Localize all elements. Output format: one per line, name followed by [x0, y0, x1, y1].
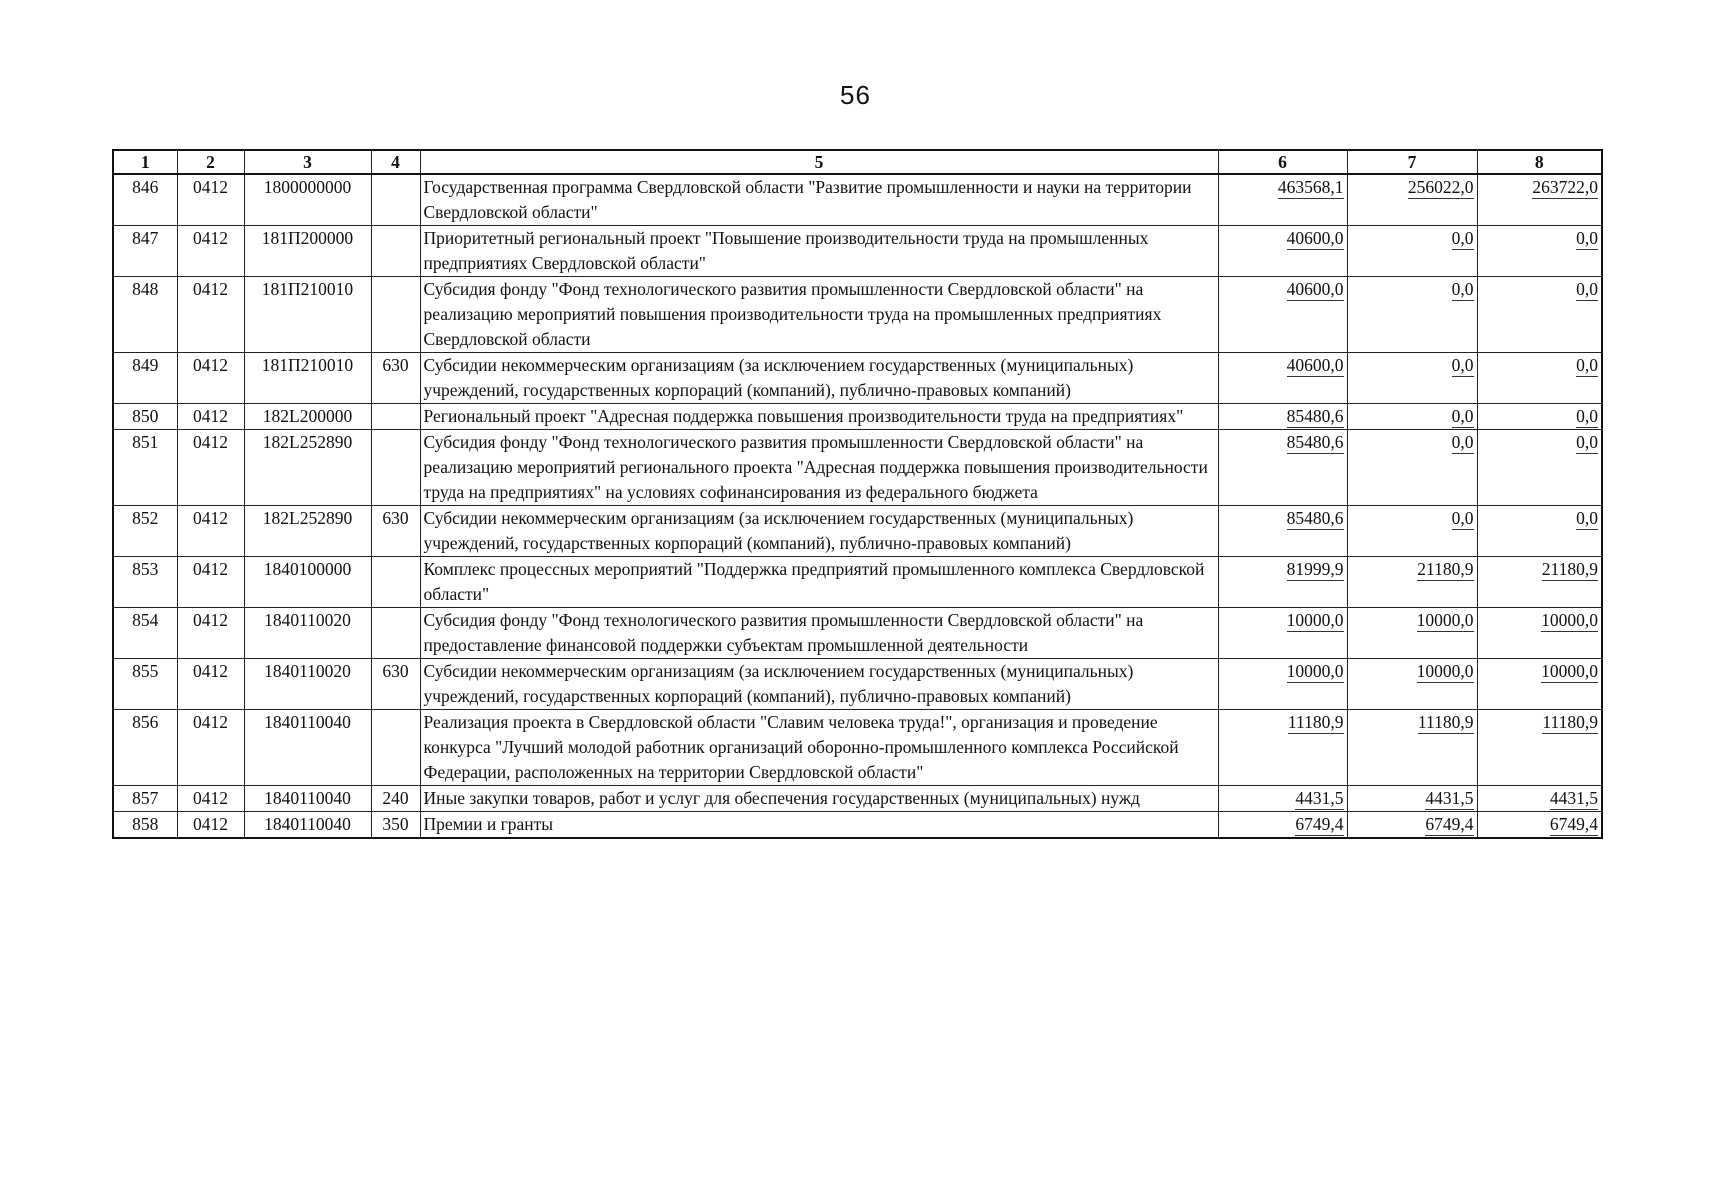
expense-type-code: [371, 710, 420, 786]
expense-type-code: [371, 608, 420, 659]
amount-col-6: [1218, 277, 1347, 353]
row-number: 851: [113, 430, 177, 506]
amount-col-7: [1347, 557, 1477, 608]
table-row: [113, 353, 1602, 404]
section-code: 0412: [177, 557, 244, 608]
section-code: 0412: [177, 659, 244, 710]
expense-type-code: 630: [371, 659, 420, 710]
row-number: 852: [113, 506, 177, 557]
amount-col-8: [1477, 404, 1602, 430]
expense-type-code: [371, 404, 420, 430]
amount-col-6-value: 85480,6: [1286, 508, 1344, 528]
amount-col-7: [1347, 608, 1477, 659]
table-row: [113, 174, 1602, 226]
amount-col-7: [1347, 430, 1477, 506]
amount-col-8: [1477, 710, 1602, 786]
item-name: Субсидии некоммерческим организациям (за исключением государственных (муниципальных) учреждений, государственных корпораций (компаний), публично-правовых компаний): [420, 506, 1218, 557]
table-row: [113, 277, 1602, 353]
amount-col-7-value: 6749,4: [1425, 814, 1474, 834]
row-number: 854: [113, 608, 177, 659]
table-row: [113, 226, 1602, 277]
section-code: 0412: [177, 608, 244, 659]
item-name: Субсидия фонду "Фонд технологического развития промышленности Свердловской области" на реализацию мероприятий повышения производительности труда на промышленных предприятиях Свердловской области: [420, 277, 1218, 353]
amount-col-8: [1477, 174, 1602, 226]
section-code: 0412: [177, 277, 244, 353]
row-number: 857: [113, 786, 177, 812]
section-code: 0412: [177, 353, 244, 404]
amount-col-8-value: 10000,0: [1541, 610, 1598, 630]
table-row: [113, 786, 1602, 812]
amount-col-8-value: 263722,0: [1532, 177, 1598, 197]
section-code: 0412: [177, 174, 244, 226]
page-number: 56: [840, 80, 871, 110]
section-code: 0412: [177, 786, 244, 812]
row-number: 849: [113, 353, 177, 404]
amount-col-7-value: 10000,0: [1416, 610, 1474, 630]
table-row: [113, 812, 1602, 839]
amount-col-8-value: 0,0: [1576, 406, 1598, 426]
table-row: [113, 404, 1602, 430]
item-name: Субсидии некоммерческим организациям (за исключением государственных (муниципальных) учреждений, государственных корпораций (компаний), публично-правовых компаний): [420, 353, 1218, 404]
expense-type-code: [371, 174, 420, 226]
table-row: [113, 710, 1602, 786]
row-number: 850: [113, 404, 177, 430]
target-article-code: 181П210010: [244, 353, 371, 404]
amount-col-6-value: 11180,9: [1287, 712, 1344, 732]
amount-col-7: [1347, 174, 1477, 226]
amount-col-6: [1218, 404, 1347, 430]
amount-col-7-value: 10000,0: [1416, 661, 1474, 681]
amount-col-8-value: 6749,4: [1549, 814, 1598, 834]
amount-col-6: [1218, 174, 1347, 226]
section-code: 0412: [177, 506, 244, 557]
amount-col-8: [1477, 226, 1602, 277]
amount-col-6: [1218, 786, 1347, 812]
item-name: Субсидия фонду "Фонд технологического развития промышленности Свердловской области" на реализацию мероприятий регионального проекта "Адресная поддержка повышения производительности труда на предприятиях" на условиях софинансирования из федерального бюджета: [420, 430, 1218, 506]
expense-type-code: [371, 557, 420, 608]
amount-col-7-value: 256022,0: [1407, 177, 1474, 197]
amount-col-6-value: 85480,6: [1286, 432, 1344, 452]
table-row: [113, 506, 1602, 557]
amount-col-6-value: 85480,6: [1286, 406, 1344, 426]
row-number: 856: [113, 710, 177, 786]
item-name: Комплекс процессных мероприятий "Поддержка предприятий промышленного комплекса Свердловской области": [420, 557, 1218, 608]
target-article-code: 1840110020: [244, 608, 371, 659]
table-row: [113, 430, 1602, 506]
amount-col-6-value: 81999,9: [1286, 559, 1344, 579]
amount-col-6-value: 10000,0: [1286, 610, 1344, 630]
amount-col-6-value: 40600,0: [1286, 355, 1344, 375]
expense-type-code: [371, 430, 420, 506]
target-article-code: 1840110040: [244, 786, 371, 812]
header-cell: 7: [1347, 150, 1477, 174]
amount-col-7-value: 0,0: [1451, 432, 1474, 452]
amount-col-7-value: 0,0: [1451, 355, 1474, 375]
target-article-code: 1840110040: [244, 812, 371, 839]
amount-col-6: [1218, 659, 1347, 710]
amount-col-7-value: 0,0: [1451, 508, 1474, 528]
amount-col-8-value: 10000,0: [1541, 661, 1598, 681]
expense-type-code: [371, 277, 420, 353]
amount-col-7: [1347, 277, 1477, 353]
amount-col-8: [1477, 812, 1602, 839]
item-name: Иные закупки товаров, работ и услуг для обеспечения государственных (муниципальных) нужд: [420, 786, 1218, 812]
target-article-code: 1840110020: [244, 659, 371, 710]
amount-col-8-value: 0,0: [1576, 355, 1598, 375]
amount-col-8: [1477, 277, 1602, 353]
amount-col-8-value: 4431,5: [1549, 788, 1598, 808]
amount-col-8: [1477, 506, 1602, 557]
header-cell: 2: [177, 150, 244, 174]
target-article-code: 1840100000: [244, 557, 371, 608]
amount-col-7-value: 21180,9: [1417, 559, 1474, 579]
amount-col-7: [1347, 226, 1477, 277]
row-number: 847: [113, 226, 177, 277]
amount-col-7: [1347, 786, 1477, 812]
amount-col-8-value: 0,0: [1576, 279, 1598, 299]
amount-col-6: [1218, 710, 1347, 786]
row-number: 846: [113, 174, 177, 226]
row-number: 848: [113, 277, 177, 353]
budget-table: [112, 149, 1603, 839]
amount-col-8: [1477, 659, 1602, 710]
amount-col-6: [1218, 608, 1347, 659]
header-cell: 8: [1477, 150, 1602, 174]
amount-col-8: [1477, 786, 1602, 812]
amount-col-7: [1347, 710, 1477, 786]
expense-type-code: [371, 226, 420, 277]
table-row: [113, 608, 1602, 659]
amount-col-7: [1347, 506, 1477, 557]
target-article-code: 181П200000: [244, 226, 371, 277]
row-number: 858: [113, 812, 177, 839]
amount-col-7: [1347, 404, 1477, 430]
row-number: 853: [113, 557, 177, 608]
header-row: [113, 150, 1602, 174]
amount-col-7: [1347, 353, 1477, 404]
item-name: Региональный проект "Адресная поддержка повышения производительности труда на предприятиях": [420, 404, 1218, 430]
section-code: 0412: [177, 710, 244, 786]
amount-col-6: [1218, 506, 1347, 557]
expense-type-code: 630: [371, 506, 420, 557]
amount-col-8-value: 21180,9: [1541, 559, 1598, 579]
amount-col-7-value: 11180,9: [1417, 712, 1474, 732]
target-article-code: 1800000000: [244, 174, 371, 226]
amount-col-8-value: 0,0: [1576, 508, 1598, 528]
expense-type-code: 240: [371, 786, 420, 812]
target-article-code: 1840110040: [244, 710, 371, 786]
header-cell: 6: [1218, 150, 1347, 174]
item-name: Субсидии некоммерческим организациям (за исключением государственных (муниципальных) учреждений, государственных корпораций (компаний), публично-правовых компаний): [420, 659, 1218, 710]
amount-col-6: [1218, 812, 1347, 839]
table-row: [113, 557, 1602, 608]
item-name: Приоритетный региональный проект "Повышение производительности труда на промышленных предприятиях Свердловской области": [420, 226, 1218, 277]
item-name: Государственная программа Свердловской области "Развитие промышленности и науки на территории Свердловской области": [420, 174, 1218, 226]
row-number: 855: [113, 659, 177, 710]
amount-col-6: [1218, 226, 1347, 277]
amount-col-7-value: 4431,5: [1425, 788, 1474, 808]
amount-col-8: [1477, 430, 1602, 506]
expense-type-code: 350: [371, 812, 420, 839]
amount-col-8-value: 0,0: [1576, 228, 1598, 248]
amount-col-8-value: 11180,9: [1542, 712, 1598, 732]
amount-col-8: [1477, 557, 1602, 608]
amount-col-6: [1218, 353, 1347, 404]
target-article-code: 181П210010: [244, 277, 371, 353]
amount-col-7: [1347, 659, 1477, 710]
amount-col-6-value: 4431,5: [1295, 788, 1344, 808]
header-cell: 3: [244, 150, 371, 174]
table-body: [113, 174, 1602, 838]
item-name: Реализация проекта в Свердловской области "Славим человека труда!", организация и проведение конкурса "Лучший молодой работник организаций оборонно-промышленного комплекса Российской Федерации, расположенных на территории Свердловской области": [420, 710, 1218, 786]
item-name: Премии и гранты: [420, 812, 1218, 839]
section-code: 0412: [177, 430, 244, 506]
section-code: 0412: [177, 404, 244, 430]
header-cell: 4: [371, 150, 420, 174]
amount-col-6-value: 40600,0: [1286, 279, 1344, 299]
header-cell: 1: [113, 150, 177, 174]
table-row: [113, 659, 1602, 710]
amount-col-7-value: 0,0: [1451, 279, 1474, 299]
item-name: Субсидия фонду "Фонд технологического развития промышленности Свердловской области" на предоставление финансовой поддержки субъектам промышленной деятельности: [420, 608, 1218, 659]
amount-col-6: [1218, 557, 1347, 608]
amount-col-8: [1477, 608, 1602, 659]
amount-col-6-value: 6749,4: [1295, 814, 1344, 834]
amount-col-6-value: 10000,0: [1286, 661, 1344, 681]
amount-col-7-value: 0,0: [1451, 406, 1474, 426]
target-article-code: 182L252890: [244, 430, 371, 506]
amount-col-8: [1477, 353, 1602, 404]
amount-col-6-value: 463568,1: [1277, 177, 1344, 197]
table-header: [113, 150, 1602, 174]
target-article-code: 182L252890: [244, 506, 371, 557]
section-code: 0412: [177, 226, 244, 277]
amount-col-7-value: 0,0: [1451, 228, 1474, 248]
amount-col-6: [1218, 430, 1347, 506]
target-article-code: 182L200000: [244, 404, 371, 430]
amount-col-7: [1347, 812, 1477, 839]
amount-col-8-value: 0,0: [1576, 432, 1598, 452]
expense-type-code: 630: [371, 353, 420, 404]
amount-col-6-value: 40600,0: [1286, 228, 1344, 248]
section-code: 0412: [177, 812, 244, 839]
header-cell: 5: [420, 150, 1218, 174]
